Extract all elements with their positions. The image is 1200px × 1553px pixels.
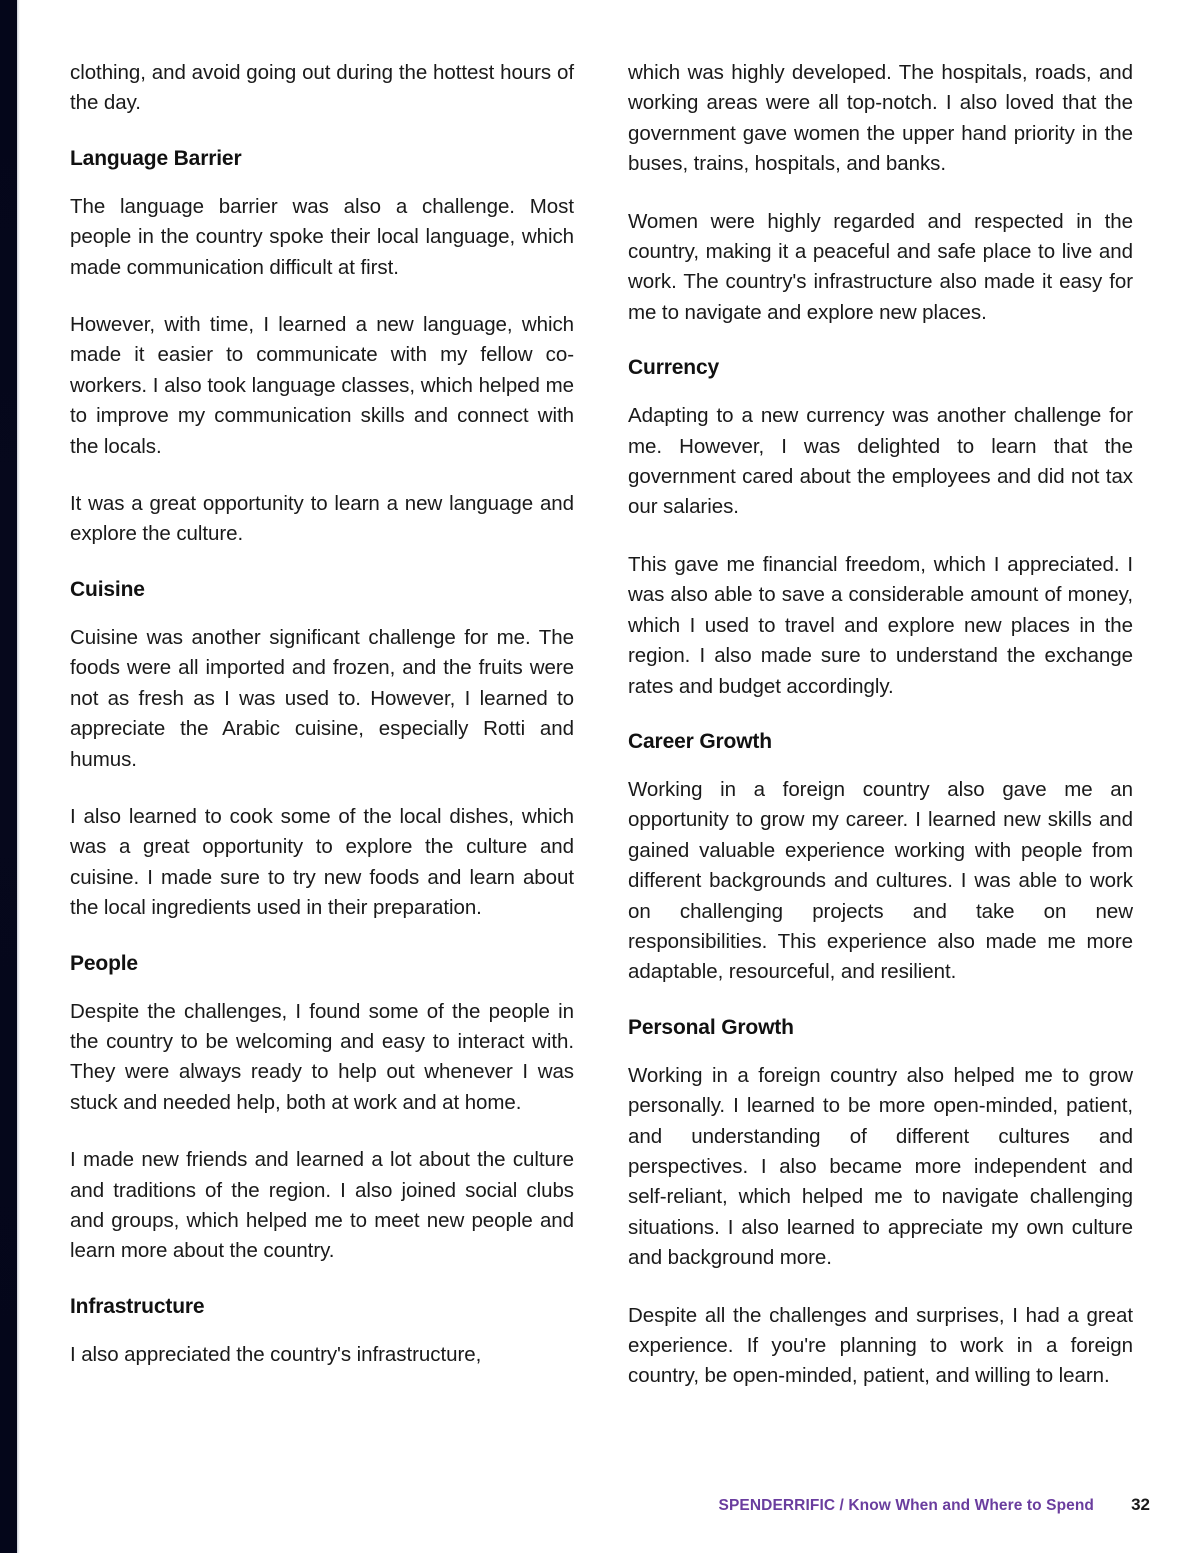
section-heading: Career Growth [628, 729, 772, 753]
page-number: 32 [1131, 1495, 1150, 1514]
page-content [70, 58, 1132, 1478]
body-paragraph: Despite all the challenges and surprises, I had a great experience. If you're planning to work in a foreign country, be open-minded, patient, and willing to learn. [628, 1303, 1133, 1388]
body-paragraph: I also appreciated the country's infrastructure, [70, 1342, 482, 1366]
section-heading: People [70, 951, 138, 975]
body-paragraph: However, with time, I learned a new language, which made it easier to communicate with my fellow co-workers. I also took language classes, which helped me to improve my communication skills and connect with the locals. [70, 313, 574, 458]
body-paragraph: This gave me financial freedom, which I appreciated. I was also able to save a considerable amount of money, which I used to travel and explore new places in the region. I also made sure to understand the exchange rates and budget accordingly. [628, 552, 1133, 698]
body-paragraph: clothing, and avoid going out during the hottest hours of the day. [70, 61, 574, 115]
left-text-column [70, 58, 574, 1478]
body-paragraph: Working in a foreign country also helped me to grow personally. I learned to be more open-minded, patient, and understanding of different cultures and perspectives. I also became more independent and self-reliant, which helped me to navigate challenging situations. I also learned to appreciate my own culture and background more. [628, 1063, 1133, 1270]
footer-publication-label: SPENDERRIFIC / Know When and Where to Spend [718, 1497, 1094, 1514]
body-paragraph: I also learned to cook some of the local dishes, which was a great opportunity to explore the culture and cuisine. I made sure to try new foods and learn about the local ingredients used in their preparation. [70, 804, 574, 920]
body-paragraph: Women were highly regarded and respected in the country, making it a peaceful and safe place to live and work. The country's infrastructure also made it easy for me to navigate and explore new places. [628, 209, 1133, 324]
right-text-column [628, 58, 1133, 1478]
body-paragraph: The language barrier was also a challenge. Most people in the country spoke their local language, which made communication difficult at first. [70, 194, 574, 279]
body-paragraph: Adapting to a new currency was another challenge for me. However, I was delighted to learn that the government cared about the employees and did not tax our salaries. [628, 404, 1133, 519]
body-paragraph: I made new friends and learned a lot about the culture and traditions of the region. I also joined social clubs and groups, which helped me to meet new people and learn more about the country. [70, 1148, 574, 1263]
section-heading: Language Barrier [70, 146, 242, 170]
body-paragraph: Cuisine was another significant challenge for me. The foods were all imported and frozen, and the fruits were not as fresh as I was used to. However, I learned to appreciate the Arabic cuisine, especially Rotti and humus. [70, 625, 574, 771]
page-footer [70, 1495, 1150, 1523]
page-edge-strip [0, 0, 17, 1553]
section-heading: Infrastructure [70, 1294, 205, 1318]
section-heading: Currency [628, 356, 720, 380]
body-paragraph: It was a great opportunity to learn a new language and explore the culture. [70, 492, 574, 546]
page-edge-hairline [17, 0, 20, 1553]
section-heading: Cuisine [70, 577, 145, 601]
body-paragraph: Despite the challenges, I found some of the people in the country to be welcoming and easy to interact with. They were always ready to help out whenever I was stuck and needed help, both at work and at home. [70, 999, 574, 1114]
body-paragraph: which was highly developed. The hospitals, roads, and working areas were all top-notch. I also loved that the government gave women the upper hand priority in the buses, trains, hospitals, and banks. [628, 61, 1133, 176]
body-paragraph: Working in a foreign country also gave me an opportunity to grow my career. I learned new skills and gained valuable experience working with people from different backgrounds and cultures. I was able to work on challenging projects and take on new responsibilities. This experience also made me more adaptable, resourceful, and resilient. [628, 777, 1133, 984]
section-heading: Personal Growth [628, 1015, 794, 1039]
